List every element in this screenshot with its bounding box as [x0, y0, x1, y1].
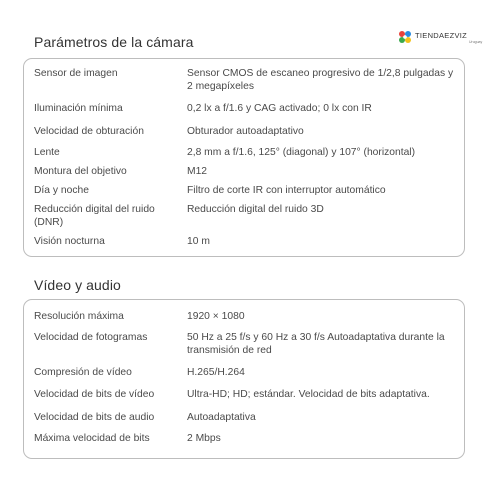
row-label: Máxima velocidad de bits [34, 433, 150, 444]
row-value: Filtro de corte IR con interruptor automático [187, 185, 386, 196]
row-label: Visión nocturna [34, 236, 105, 247]
row-label: Velocidad de obturación [34, 126, 144, 137]
brand-sub: Uruguay [469, 40, 483, 44]
row-value: 1920 × 1080 [187, 311, 245, 322]
row-value: Obturador autoadaptativo [187, 126, 304, 137]
row-label: Lente [34, 147, 60, 158]
row-value: M12 [187, 166, 208, 177]
brand-name: TIENDAEZVIZ [415, 31, 468, 40]
row-label: Montura del objetivo [34, 166, 127, 177]
row-value: Reducción digital del ruido 3D [187, 204, 324, 215]
row-label: Día y noche [34, 185, 89, 196]
row-label: Sensor de imagen [34, 68, 118, 79]
row-value: 50 Hz a 25 f/s y 60 Hz a 30 f/s Autoadaptativa durante la transmisión de red [187, 332, 445, 356]
row-label: Velocidad de fotogramas [34, 332, 148, 343]
row-value: H.265/H.264 [187, 367, 245, 378]
camera-params-panel [23, 58, 465, 257]
row-label: Velocidad de bits de vídeo [34, 389, 155, 400]
video-audio-panel [23, 299, 465, 459]
brand-logo [398, 27, 488, 47]
row-label: Velocidad de bits de audio [34, 412, 155, 423]
video-section-title: Vídeo y audio [34, 277, 121, 293]
row-label: Iluminación mínima [34, 103, 123, 114]
row-value: Ultra-HD; HD; estándar. Velocidad de bits adaptativa. [187, 389, 430, 400]
ezviz-logo-icon [398, 30, 412, 44]
row-label: Resolución máxima [34, 311, 124, 322]
row-value: 2 Mbps [187, 433, 221, 444]
camera-section-title: Parámetros de la cámara [34, 34, 194, 50]
row-label: Compresión de vídeo [34, 367, 132, 378]
row-value: Autoadaptativa [187, 412, 256, 423]
row-value: 2,8 mm a f/1.6, 125° (diagonal) y 107° (horizontal) [187, 147, 416, 158]
row-value: 10 m [187, 236, 210, 247]
row-value: Sensor CMOS de escaneo progresivo de 1/2,8 pulgadas y 2 megapíxeles [187, 68, 454, 92]
row-value: 0,2 lx a f/1.6 y CAG activado; 0 lx con IR [187, 103, 372, 114]
row-label: Reducción digital del ruido (DNR) [34, 204, 155, 228]
